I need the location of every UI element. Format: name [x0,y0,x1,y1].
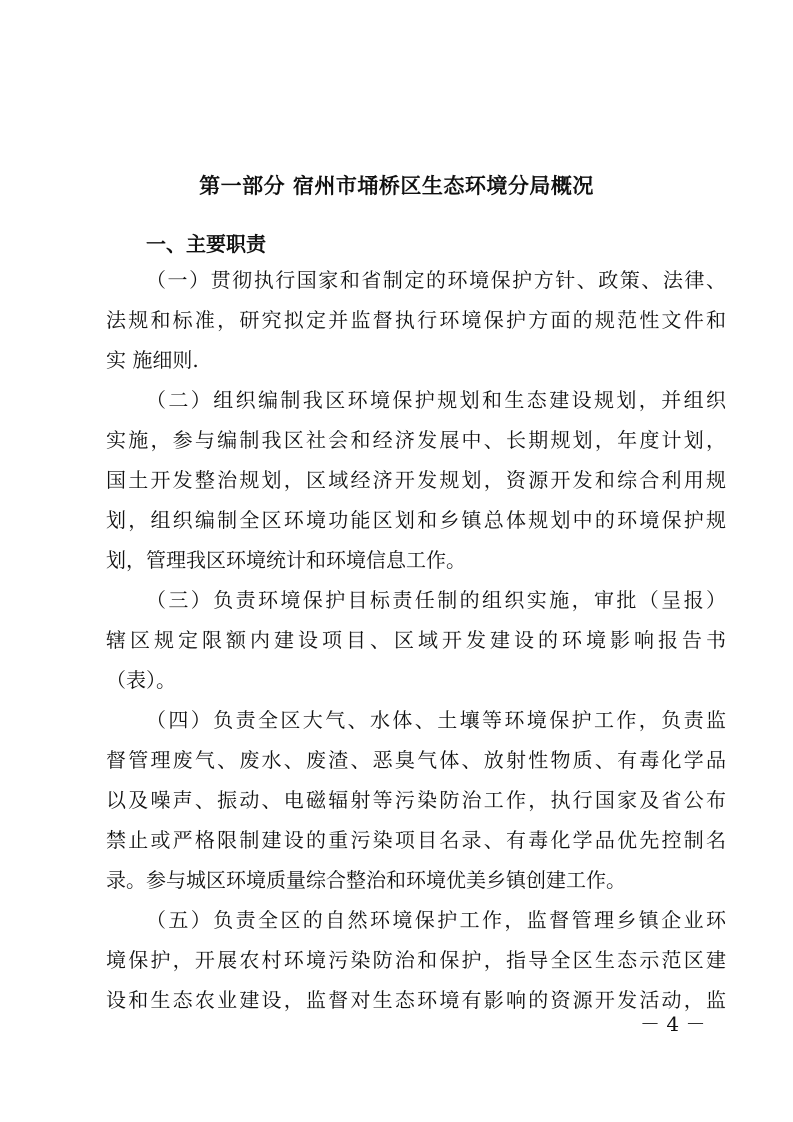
section-heading: 一、主要职责 [146,232,266,256]
paragraph-line: （五）负责全区的自然环境保护工作，监督管理乡镇企业环 [146,908,726,932]
paragraph-line: 设和生态农业建设，监督对生态环境有影响的资源开发活动，监 [106,988,726,1012]
paragraph-line: 录。参与城区环境质量综合整治和环境优美乡镇创建工作。 [106,868,626,892]
paragraph-line: 辖区规定限额内建设项目、区域开发建设的环境影响报告书 [106,628,726,652]
paragraph-line: （表）。 [106,668,176,692]
page-title: 第一部分 宿州市埇桥区生态环境分局概况 [199,174,594,198]
paragraph-line: 禁止或严格限制建设的重污染项目名录、有毒化学品优先控制名 [106,828,726,852]
paragraph-line: 划，管理我区环境统计和环境信息工作。 [106,548,466,572]
paragraph-line: 国土开发整治规划，区域经济开发规划，资源开发和综合利用规 [106,468,726,492]
page-number: － 4 － [640,1012,706,1036]
paragraph-line: 实 施细则. [106,348,199,372]
paragraph-line: （二）组织编制我区环境保护规划和生态建设规划，并组织 [146,388,726,412]
paragraph-line: （四）负责全区大气、水体、土壤等环境保护工作，负责监 [146,708,726,732]
paragraph-line: 实施，参与编制我区社会和经济发展中、长期规划，年度计划， [106,428,726,452]
paragraph-line: 督管理废气、废水、废渣、恶臭气体、放射性物质、有毒化学品 [106,748,726,772]
paragraph-line: （三）负责环境保护目标责任制的组织实施，审批（呈报） [146,588,726,612]
paragraph-line: （一）贯彻执行国家和省制定的环境保护方针、政策、法律、 [146,268,726,292]
paragraph-line: 法规和标准，研究拟定并监督执行环境保护方面的规范性文件和 [106,308,726,332]
paragraph-line: 境保护，开展农村环境污染防治和保护，指导全区生态示范区建 [106,948,726,972]
paragraph-line: 以及噪声、振动、电磁辐射等污染防治工作，执行国家及省公布 [106,788,726,812]
paragraph-line: 划，组织编制全区环境功能区划和乡镇总体规划中的环境保护规 [106,508,726,532]
